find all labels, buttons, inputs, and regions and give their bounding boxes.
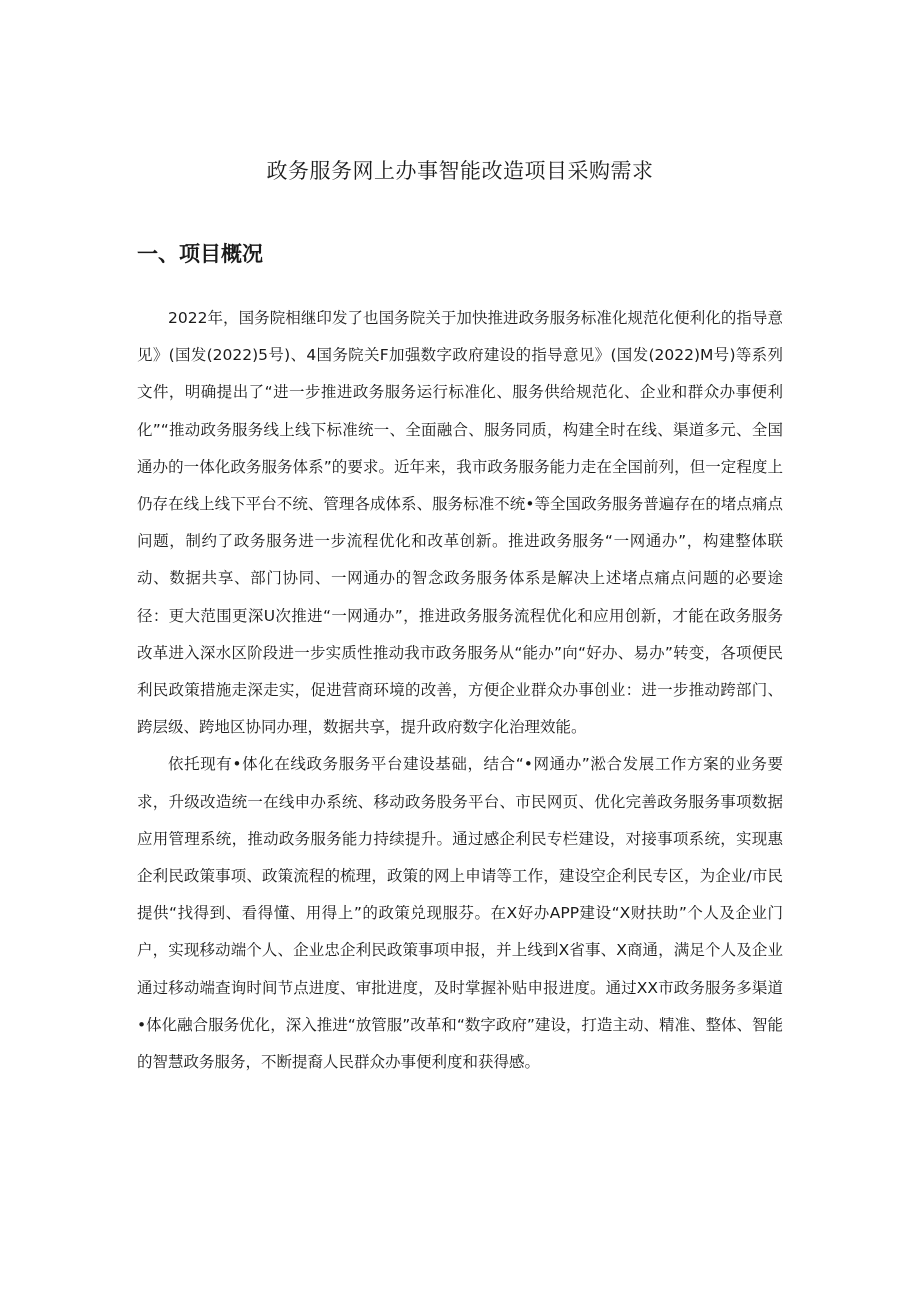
section-heading: 一、项目概况	[137, 242, 263, 266]
document-body	[137, 300, 783, 1081]
document-title: 政务服务网上办事智能改造项目采购需求	[266, 159, 654, 183]
paragraph: 依托现有•体化在线政务服务平台建设基础，结合“•网通办”淞合发展工作方案的业务要求，升级改造统一在线申办系统、移动政务股务平台、市民网页、优化完善政务服务事项数据应用管理系统，推动政务服务能力持续提升。通过感企利民专栏建设，对接事项系统，实现惠企利民政策事项、政策流程的梳理，政策的网上申请等工作，建设空企利民专区，为企业/市民提供“找得到、看得懂、用得上”的政策兑现服芬。在X好办APP建设“X财扶助”个人及企业门户，实现移动端个人、企业忠企利民政策事项申报，并上线到X省事、X商通，满足个人及企业通过移动端查询时间节点进度、审批进度，及时掌握补贴申报进度。通过XX市政务服务多渠道•体化融合服务优化，深入推进“放管服”改革和“数字政府”建设，打造主动、精准、整体、智能的智慧政务服务，不断提裔人民群众办事便利度和获得感。	[137, 755, 783, 1072]
paragraph: 2022年，国务院相继印发了也国务院关于加快推进政务服务标准化规范化便利化的指导意见》(国发(2022)5号)、4国务院关F加强数字政府建设的指导意见》(国发(2022)M号)等系列文件，明确提出了“进一步推进政务服务运行标准化、服务供给规范化、企业和群众办事便利化”“推动政务服务线上线下标准统一、全面融合、服务同质，构建全时在线、渠道多元、全国通办的一体化政务服务体系”的要求。近年来，我市政务服务能力走在全国前列，但一定程度上仍存在线上线下平台不统、管理各成体系、服务标准不统•等全国政务服务普遍存在的堵点痛点问题，制约了政务服务进一步流程优化和改革创新。推进政务服务“一网通办”，构建整体联动、数据共享、部门协同、一网通办的智念政务服务体系是解决上述堵点痛点问题的必要途径：更大范围更深U次推进“一网通办”，推进政务服务流程优化和应用创新，才能在政务服务改革进入深水区阶段进一步实质性推动我市政务服务从“能办”向“好办、易办”转变，各项便民利民政策措施走深走实，促进营商环境的改善，方便企业群众办事创业：进一步推动跨部门、跨层级、跨地区协同办理，数据共享，提升政府数字化治理效能。	[137, 309, 783, 737]
